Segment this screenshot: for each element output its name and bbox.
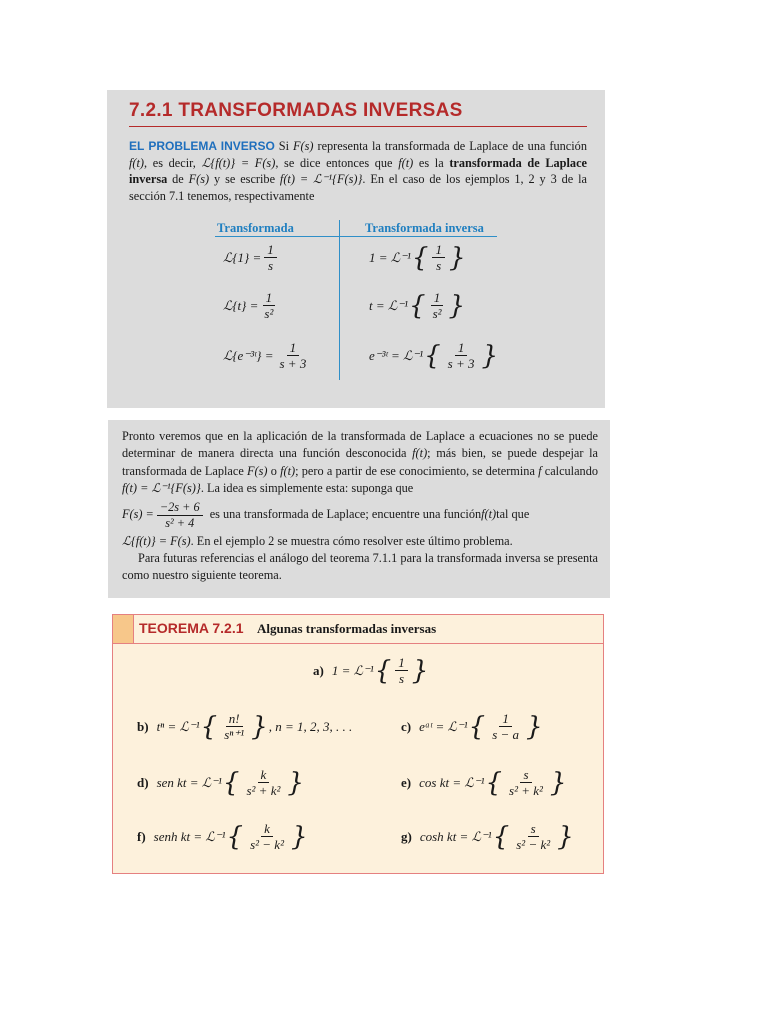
right-brace: }: [448, 290, 466, 321]
denominator: s²: [264, 306, 274, 321]
numerator: n!: [226, 711, 243, 727]
table-row: [369, 340, 499, 371]
numerator: 1: [263, 290, 276, 306]
math: F(s) =: [122, 507, 154, 522]
math: f(t): [129, 155, 145, 170]
numerator: s: [520, 767, 531, 783]
theorem-item-g: [401, 821, 575, 852]
denominator: s² + k²: [246, 783, 281, 798]
text: , es decir,: [144, 155, 202, 170]
denominator: s² + 4: [165, 515, 195, 530]
fraction: [395, 655, 408, 686]
math: f(t): [481, 507, 497, 522]
right-brace: }: [411, 655, 429, 686]
theorem-tab: [113, 615, 134, 643]
lhs: t = ℒ⁻¹: [369, 297, 409, 313]
fraction: [247, 821, 287, 852]
fraction: [221, 711, 247, 742]
range-note: , n = 1, 2, 3, . . .: [268, 718, 353, 734]
denominator: s: [268, 258, 274, 273]
item-label: f): [137, 828, 146, 844]
right-brace: }: [287, 767, 304, 798]
fraction: [277, 340, 310, 371]
fraction: [261, 290, 276, 321]
item-label: c): [401, 718, 412, 734]
right-brace: }: [557, 821, 574, 852]
math: F(s): [247, 463, 268, 478]
bold-term: transformada de Laplace inversa: [129, 155, 588, 187]
item-label: b): [137, 718, 149, 734]
theorem-title: TEOREMA 7.2.1: [139, 620, 244, 636]
lhs: eᵃᵗ = ℒ⁻¹: [419, 718, 468, 734]
numerator: 1: [395, 655, 408, 671]
text: es una transformada de Laplace; encuentre una función: [209, 507, 482, 522]
denominator: sⁿ⁺¹: [224, 727, 245, 742]
right-brace: }: [549, 767, 567, 798]
text: o: [267, 463, 281, 478]
numerator: 1: [287, 340, 300, 356]
fraction: [430, 290, 445, 321]
theorem-item-a: [313, 655, 429, 686]
denominator: s + 3: [279, 356, 307, 371]
numerator: 1: [455, 340, 468, 356]
numerator: k: [258, 767, 270, 783]
left-brace: {: [424, 340, 441, 371]
fraction: [264, 242, 277, 273]
theorem-box: [112, 614, 604, 874]
table-row: [369, 242, 467, 273]
explanation-paragraph: [122, 428, 598, 585]
left-brace: {: [409, 290, 426, 321]
fraction: [243, 767, 283, 798]
text: ; más bien, se puede despejar la transformada de Laplace: [122, 446, 598, 478]
lhs: cosh kt = ℒ⁻¹: [419, 828, 492, 844]
text: y se escribe: [209, 172, 280, 187]
numerator: 1: [431, 290, 444, 306]
text: tal que: [496, 507, 530, 522]
math: F(s): [293, 139, 314, 153]
fraction-line: [122, 500, 598, 531]
text: es la: [413, 155, 450, 170]
text: calculando: [541, 463, 599, 478]
lead-heading: EL PROBLEMA INVERSO: [129, 139, 275, 153]
text: ; pero a partir de ese conocimiento, se determina: [295, 463, 539, 478]
item-label: e): [401, 774, 412, 790]
theorem-header: [113, 615, 603, 644]
math: f(t): [398, 155, 414, 170]
left-brace: {: [374, 655, 392, 686]
table-header-transform: Transformada: [217, 221, 294, 235]
left-brace: {: [226, 821, 244, 852]
lhs: senh kt = ℒ⁻¹: [153, 828, 226, 844]
lhs: e⁻³ᵗ = ℒ⁻¹: [369, 347, 424, 363]
fraction: [506, 767, 546, 798]
left-brace: {: [468, 711, 486, 742]
table-row: [223, 242, 280, 273]
fraction: [157, 500, 203, 531]
text: . En el caso de los ejemplos 1, 2 y 3 de la sección 7.1 tenemos, respectivamente: [129, 172, 587, 203]
lhs: ℒ{t} =: [223, 297, 259, 313]
item-label: a): [313, 662, 324, 678]
text: de: [167, 172, 189, 187]
theorem-item-d: [137, 767, 305, 798]
numerator: 1: [264, 242, 277, 258]
text: Para futuras referencias el análogo del teorema 7.1.1 para la transformada inversa se presenta como nuestro siguiente teorema.: [122, 551, 598, 583]
right-brace: }: [481, 340, 499, 371]
fraction: [513, 821, 553, 852]
theorem-item-c: [401, 711, 544, 742]
left-brace: {: [200, 711, 218, 742]
right-brace: }: [251, 711, 268, 742]
math: f(t): [280, 463, 296, 478]
math: f: [538, 463, 542, 478]
inverse-problem-paragraph: [129, 138, 587, 204]
numerator: k: [261, 821, 273, 837]
text: . La idea es simplemente esta: suponga que: [200, 481, 414, 496]
lhs: ℒ{e⁻³ᵗ} =: [223, 347, 274, 363]
fraction: [445, 340, 478, 371]
item-label: g): [401, 828, 412, 844]
left-brace: {: [492, 821, 510, 852]
text: , se dice entonces que: [275, 155, 399, 170]
numerator: 1: [499, 711, 512, 727]
theorem-subtitle: Algunas transformadas inversas: [257, 621, 437, 636]
table-row: [369, 290, 466, 321]
table-header-inverse: Transformada inversa: [365, 221, 484, 235]
right-brace: }: [290, 821, 308, 852]
theorem-item-f: [137, 821, 309, 852]
math: f(t) = ℒ⁻¹{F(s)}: [122, 481, 201, 496]
explanation-panel: [108, 420, 610, 598]
denominator: s + 3: [447, 356, 475, 371]
text: . En el ejemplo 2 se muestra cómo resolver este último problema.: [190, 533, 513, 548]
table-header-rule: [215, 236, 497, 237]
numerator: −2s + 6: [157, 500, 203, 516]
table-row: [223, 290, 279, 321]
table-column-rule: [339, 220, 340, 380]
numerator: 1: [432, 242, 445, 258]
section-panel: [107, 90, 605, 408]
item-label: d): [137, 774, 149, 790]
math: f(t): [412, 446, 428, 461]
fraction: [432, 242, 445, 273]
right-brace: }: [448, 242, 466, 273]
section-title: 7.2.1 TRANSFORMADAS INVERSAS: [129, 100, 463, 121]
math: F(s): [188, 172, 210, 187]
math: ℒ{f(t)} = F(s): [201, 155, 276, 170]
denominator: s² − k²: [250, 837, 284, 852]
text: Pronto veremos que en la aplicación de la transformada de Laplace a ecuaciones no se puede determinar de manera directa una función desconocida: [122, 429, 598, 461]
theorem-item-e: [401, 767, 567, 798]
fraction: [489, 711, 522, 742]
lhs: cos kt = ℒ⁻¹: [419, 774, 485, 790]
lhs: 1 = ℒ⁻¹: [369, 249, 411, 265]
denominator: s²: [432, 306, 442, 321]
text: Si: [278, 139, 294, 153]
denominator: s: [399, 671, 405, 686]
left-brace: {: [485, 767, 503, 798]
left-brace: {: [411, 242, 429, 273]
theorem-item-b: [137, 711, 352, 742]
table-row: [223, 340, 312, 371]
lhs: sen kt = ℒ⁻¹: [156, 774, 222, 790]
text: representa la transformada de Laplace de una función: [313, 139, 587, 153]
denominator: s: [436, 258, 442, 273]
denominator: s² − k²: [516, 837, 551, 852]
lhs: ℒ{1} =: [223, 249, 262, 265]
right-brace: }: [526, 711, 543, 742]
math: f(t) = ℒ⁻¹{F(s)}: [279, 172, 363, 187]
denominator: s² + k²: [509, 783, 543, 798]
math: ℒ{f(t)} = F(s): [122, 533, 191, 548]
lhs: tⁿ = ℒ⁻¹: [156, 718, 200, 734]
title-rule: [129, 126, 587, 127]
numerator: s: [528, 821, 539, 837]
left-brace: {: [222, 767, 240, 798]
lhs: 1 = ℒ⁻¹: [331, 662, 374, 678]
denominator: s − a: [492, 727, 520, 742]
